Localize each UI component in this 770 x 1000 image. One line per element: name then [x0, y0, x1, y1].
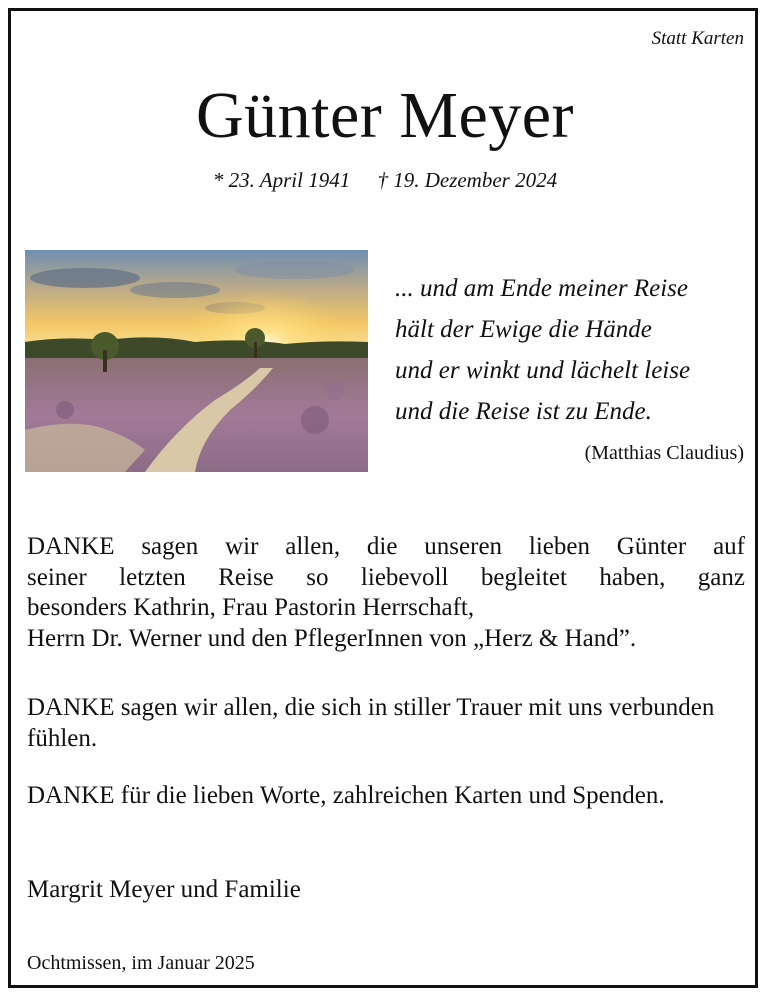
- poem-line: und er winkt und lächelt leise: [395, 357, 691, 384]
- poem-line: hält der Ewige die Hände: [395, 316, 652, 343]
- poem-line: und die Reise ist zu Ende.: [395, 398, 652, 425]
- poem-author: (Matthias Claudius): [584, 442, 744, 464]
- poem-line: ... und am Ende meiner Reise: [395, 275, 688, 302]
- thanks-line: DANKE sagen wir allen, die unseren lieben Günter auf: [27, 533, 745, 560]
- thanks-line: besonders Kathrin, Frau Pastorin Herrschaft,: [27, 594, 475, 621]
- deceased-name: Günter Meyer: [195, 79, 575, 152]
- death-date: † 19. Dezember 2024: [377, 168, 558, 192]
- signature: Margrit Meyer und Familie: [27, 876, 301, 903]
- thanks-paragraph-2: DANKE sagen wir allen, die sich in stiller Trauer mit uns verbunden fühlen.: [27, 694, 715, 752]
- poem: [395, 268, 690, 432]
- heath-landscape-photo: [25, 250, 368, 472]
- statt-karten-label: Statt Karten: [651, 28, 744, 49]
- life-dates: [0, 168, 770, 193]
- thanks-line: Herrn Dr. Werner und den PflegerInnen von „Herz & Hand”.: [27, 624, 637, 652]
- notice-border: [8, 8, 758, 988]
- birth-date: * 23. April 1941: [212, 168, 351, 192]
- thanks-paragraph-3: DANKE für die lieben Worte, zahlreichen Karten und Spenden.: [27, 782, 665, 809]
- thanks-paragraph-1: [27, 532, 745, 654]
- thanks-line: seiner letzten Reise so liebevoll begleitet haben, ganz: [27, 563, 745, 591]
- place-and-date: Ochtmissen, im Januar 2025: [27, 952, 255, 974]
